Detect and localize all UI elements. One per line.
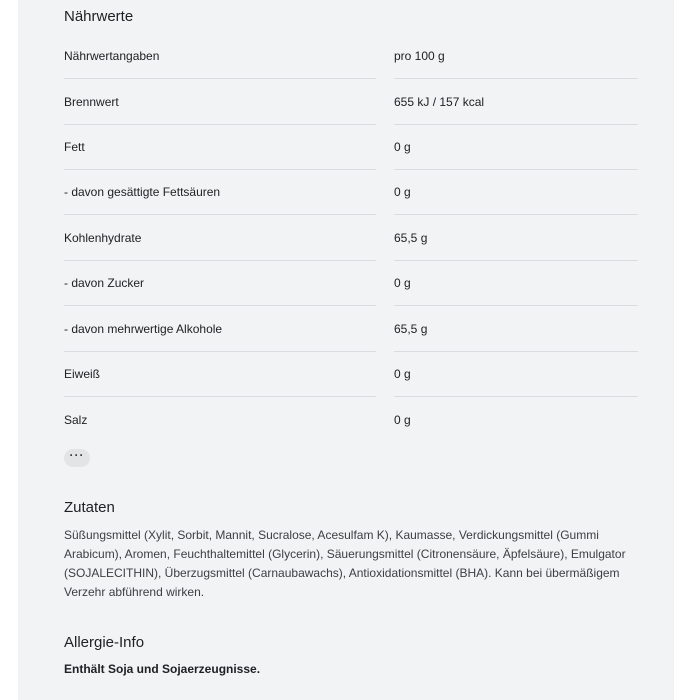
table-row xyxy=(64,215,638,261)
table-row xyxy=(64,397,638,443)
nutrient-value: 65,5 g xyxy=(394,322,428,336)
nutrient-label: Eiweiß xyxy=(64,367,101,381)
nutrient-label: Kohlenhydrate xyxy=(64,231,142,245)
nutrient-label: Brennwert xyxy=(64,95,119,109)
nutrient-label: - davon gesättigte Fettsäuren xyxy=(64,185,221,199)
table-row xyxy=(64,33,638,79)
nutrient-value: 0 g xyxy=(394,367,411,381)
nutrient-value: 0 g xyxy=(394,140,411,154)
nutrient-value: 655 kJ / 157 kcal xyxy=(394,95,485,109)
nutrient-label: Fett xyxy=(64,140,85,154)
nutrient-label: Salz xyxy=(64,413,88,427)
table-row xyxy=(64,124,638,170)
nutrient-value: 0 g xyxy=(394,413,411,427)
ingredients-title: Zutaten xyxy=(64,499,115,516)
more-options-button[interactable] xyxy=(64,449,90,467)
table-row xyxy=(64,306,638,352)
allergy-text: Enthält Soja und Sojaerzeugnisse. xyxy=(64,662,261,676)
ingredients-text: Süßungsmittel (Xylit, Sorbit, Mannit, Sucralose, Acesulfam K), Kaumasse, Verdickungsmittel (Gummi Arabicum), Aromen, Feuchthaltemittel (Glycerin), Säuerungsmittel (Citronensäure, Äpfelsäure), Emulgator (SOJALECITHIN), Überzugsmittel (Carnaubawachs), Antioxidationsmittel (BHA). Kann bei übermäßigem Verzehr abführend wirken. xyxy=(64,528,626,599)
nutrient-value: pro 100 g xyxy=(394,49,445,63)
nutrition-title: Nährwerte xyxy=(64,8,134,25)
table-row xyxy=(64,351,638,397)
nutrient-label: - davon Zucker xyxy=(64,276,145,290)
table-row xyxy=(64,79,638,125)
ellipsis-icon: ··· xyxy=(69,448,85,462)
table-row xyxy=(64,260,638,306)
product-details-panel xyxy=(18,0,674,700)
nutrient-label: Nährwertangaben xyxy=(64,49,160,63)
nutrient-value: 0 g xyxy=(394,185,411,199)
allergy-title: Allergie-Info xyxy=(64,634,145,651)
nutrient-value: 65,5 g xyxy=(394,231,428,245)
nutrient-label: - davon mehrwertige Alkohole xyxy=(64,322,223,336)
nutrient-value: 0 g xyxy=(394,276,411,290)
table-row xyxy=(64,169,638,215)
